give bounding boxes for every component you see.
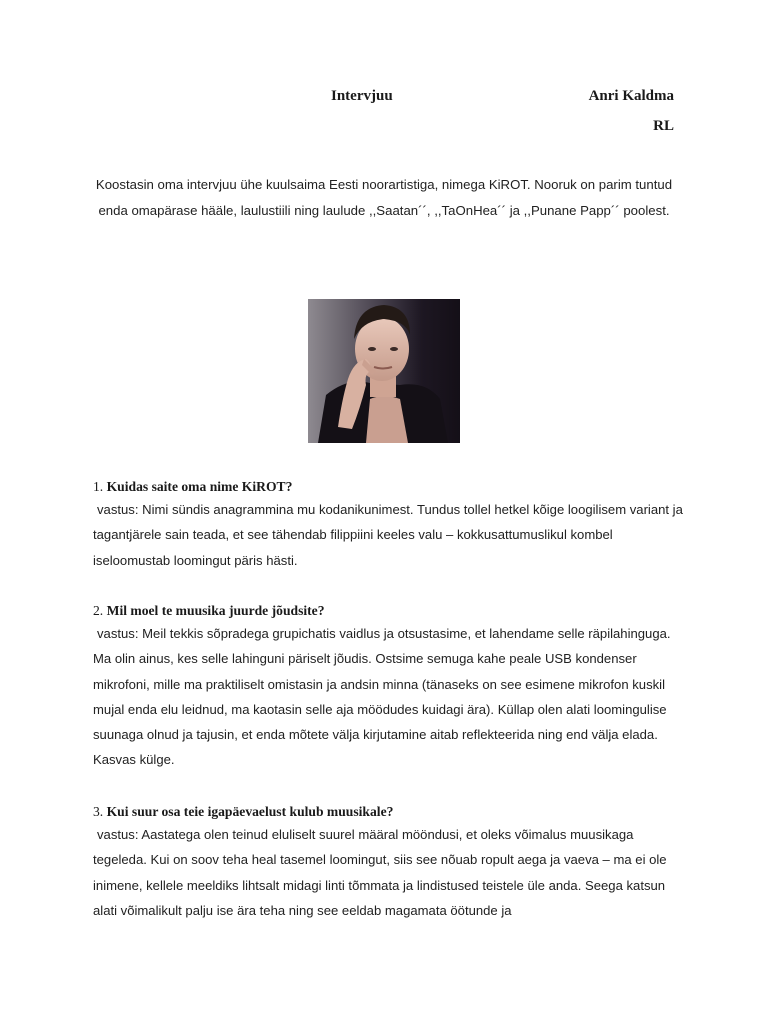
question-text: Mil moel te muusika juurde jõudsite? [106, 603, 325, 618]
answer-label: vastus: [97, 827, 139, 842]
question-number: 1. [93, 479, 104, 494]
question-number: 2. [93, 603, 104, 618]
qa-item-3 [93, 802, 683, 923]
answer [93, 621, 683, 773]
question-number: 3. [93, 804, 104, 819]
class-code: RL [653, 118, 674, 134]
question-text: Kuidas saite oma nime KiROT? [106, 479, 293, 494]
qa-item-1 [93, 477, 683, 573]
answer [93, 822, 683, 923]
author-name: Anri Kaldma [588, 88, 674, 104]
answer-text: Nimi sündis anagrammina mu kodanikunimest. Tundus tollel hetkel kõige loogilisem variant ja tagantjärele sain teada, et see tähendab filippiini keeles valu – kokkusattumuslikul kombel iseloomustab loomingut päris hästi. [93, 502, 683, 568]
answer-text: Aastatega olen teinud eluliselt suurel määral mööndusi, et oleks võimalus muusikaga tegeleda. Kui on soov teha heal tasemel loomingut, siis see nõuab ropult aega ja vaeva – ma ei ole inimene, kellele meeldiks lihtsalt midagi linti tõmmata ja lindistused teistele üle anda. Seega katsun alati võimalikult palju ise ära teha ning see eeldab magamata öötunde ja [93, 827, 667, 918]
question-text: Kui suur osa teie igapäevaelust kulub muusikale? [106, 804, 394, 819]
question [93, 477, 683, 497]
answer-text: Meil tekkis sõpradega grupichatis vaidlus ja otsustasime, et lahendame selle räpilahinguga. Ma olin ainus, kes selle lahinguni päriselt jõudis. Ostsime semuga kahe peale USB kondenser mikrofoni, mille ma praktiliselt omistasin ja andsin minna (tänaseks on see esimene mikrofon kuskil mujal enda elu leidnud, ma kaotasin selle aja möödudes kuidagi ära). Küllap olen alati loomingulise suunaga olnud ja tajusin, et enda mõtete välja kirjutamine aitab reflekteerida ning end välja elada. Kasvas külge. [93, 626, 671, 768]
qa-item-2 [93, 601, 683, 773]
document-title: Intervjuu [331, 88, 393, 104]
intro-paragraph: Koostasin oma intervjuu ühe kuulsaima Eesti noorartistiga, nimega KiROT. Nooruk on parim tuntud enda omapärase hääle, laulustiili ning laulude ,,Saatan´´, ,,TaOnHea´´ ja ,,Punane Papp´´ poolest. [95, 177, 673, 218]
question [93, 601, 683, 621]
question [93, 802, 683, 822]
portrait-photo-illustration [308, 299, 460, 443]
answer [93, 497, 683, 573]
answer-label: vastus: [97, 626, 139, 641]
answer-label: vastus: [97, 502, 139, 517]
portrait-photo [308, 299, 460, 443]
